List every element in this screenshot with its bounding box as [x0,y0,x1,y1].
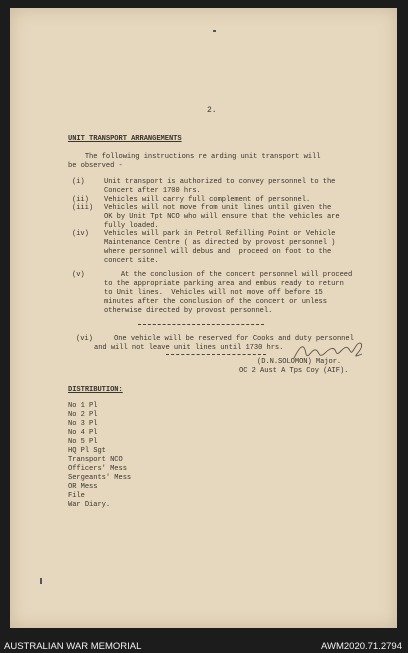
item-line: and will not leave unit lines until 1730 hrs. [94,344,284,352]
footer-institution: AUSTRALIAN WAR MEMORIAL [4,641,142,652]
section-heading: UNIT TRANSPORT ARRANGEMENTS [68,135,182,143]
distribution-item: No 4 Pl [68,429,98,437]
signature-title: OC 2 Aust A Tps Coy (AIF). [239,367,349,375]
distribution-item: Officers' Mess [68,465,127,473]
item-line: Vehicles will park in Petrol Refilling Point or Vehicle [104,230,336,238]
footer-accession-number: AWM2020.71.2794 [321,641,402,652]
item-number: (iii) [72,204,94,212]
separator-line [138,324,264,325]
distribution-item: Transport NCO [68,456,123,464]
distribution-item: No 1 Pl [68,402,98,410]
item-line: concert site. [104,257,159,265]
item-line: Vehicles will carry full complement of personnel. [104,196,311,204]
item-line: Vehicles will not move from unit lines until given the [104,204,332,212]
archive-footer [0,630,408,653]
item-number: (ii) [72,196,89,204]
paper-mark [40,578,42,584]
item-number: (vi) [76,335,93,343]
distribution-item: No 2 Pl [68,411,98,419]
distribution-item: No 3 Pl [68,420,98,428]
item-line: to Unit lines. Vehicles will not move off before 15 [104,289,323,297]
signature-name: (D.N.SOLOMON) Major. [257,358,342,366]
item-line: OK by Unit Tpt NCO who will ensure that the vehicles are [104,213,340,221]
page-number: 2. [207,106,217,115]
distribution-heading: DISTRIBUTION: [68,386,123,394]
item-number: (iv) [72,230,89,238]
item-line: to the appropriate parking area and embus ready to return [104,280,344,288]
item-line: fully loaded. [104,222,159,230]
distribution-item: HQ Pl Sgt [68,447,106,455]
distribution-item: File [68,492,85,500]
item-line: At the conclusion of the concert personnel will proceed [104,271,353,279]
item-number: (v) [72,271,85,279]
item-line: Unit transport is authorized to convey personnel to the [104,178,336,186]
item-number: (i) [72,178,85,186]
item-line: otherwise directed by provost personnel. [104,307,273,315]
distribution-item: OR Mess [68,483,98,491]
separator-line [166,354,266,355]
item-line: Maintenance Centre ( as directed by provost personnel ) [104,239,336,247]
intro-line-1: The following instructions re arding unit transport will [68,153,321,161]
document-page [10,8,397,628]
paper-mark [213,30,216,32]
item-line: One vehicle will be reserved for Cooks and duty personnel [114,335,354,343]
distribution-item: War Diary. [68,501,111,509]
item-line: minutes after the conclusion of the concert or unless [104,298,327,306]
distribution-item: No 5 Pl [68,438,98,446]
item-line: Concert after 1700 hrs. [104,187,201,195]
item-line: where personnel will debus and proceed on foot to the [104,248,332,256]
intro-line-2: be observed - [68,162,123,170]
distribution-item: Sergeants' Mess [68,474,132,482]
